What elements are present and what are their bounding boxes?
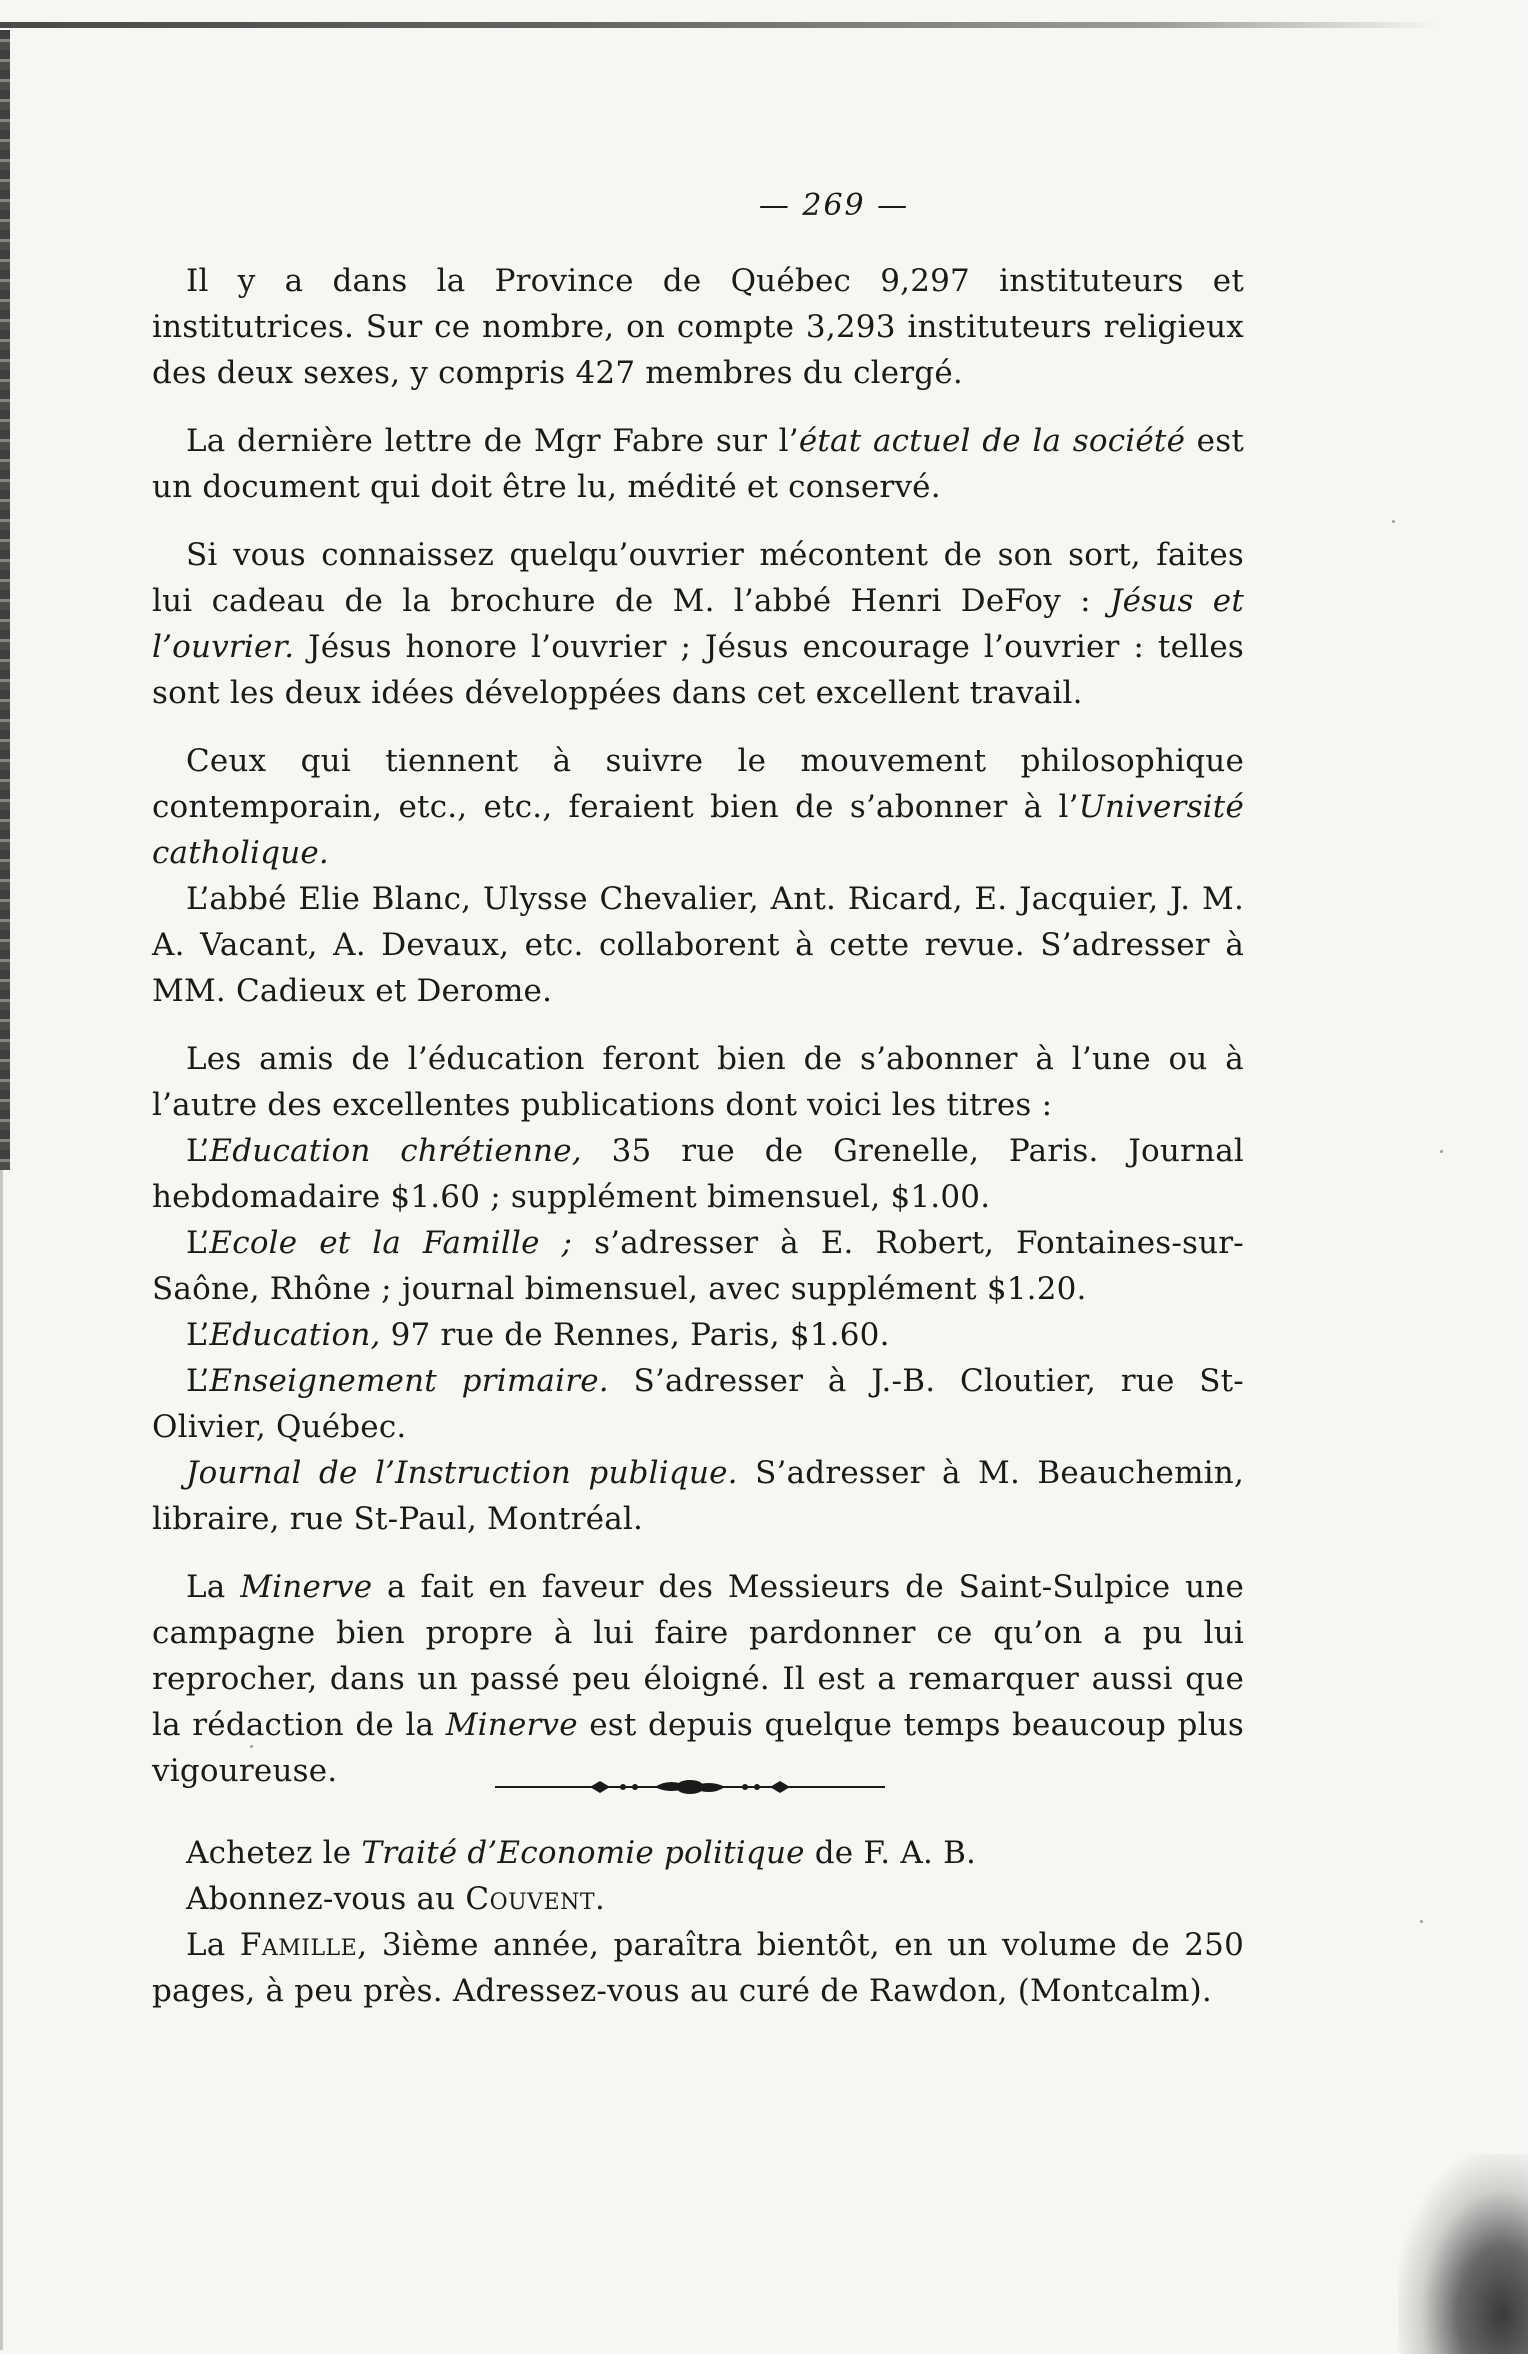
text-segment: s’adresser à E. Robert, Fontaines-sur-Saône, Rhône ; journal bimensuel, avec supplément $1.20. (152, 1225, 1244, 1307)
italic-title: Traité d’Economie politique (361, 1835, 805, 1871)
paragraph-teachers: Il y a dans la Province de Québec 9,297 instituteurs et institutrices. Sur ce nombre, on compte 3,293 instituteurs religieux des deux sexes, y compris 427 membres du clergé. (152, 263, 1244, 391)
italic-title: Jésus et l’ouvrier. (152, 583, 1244, 665)
text-segment: S’adresser à J.-B. Cloutier, rue St-Olivier, Québec. (152, 1363, 1244, 1445)
small-caps-title: Famille, (239, 1927, 368, 1963)
paragraph-defoy (152, 532, 1244, 716)
publication-entry (152, 1358, 1244, 1450)
scan-corner-smudge (1398, 2154, 1528, 2354)
scan-speck (1420, 1920, 1423, 1923)
text-segment: La (186, 1569, 241, 1605)
publication-entry (152, 1220, 1244, 1312)
text-segment: L’ (186, 1317, 210, 1353)
text-segment: est depuis quelque temps beaucoup plus vigoureuse. (152, 1707, 1244, 1789)
body-text (152, 258, 1244, 1794)
italic-title: Enseignement primaire. (209, 1363, 609, 1399)
ornamental-divider (495, 1775, 885, 1799)
text-segment: a fait en faveur des Messieurs de Saint-Sulpice une campagne bien propre à lui faire pardonner ce qu’on a pu lui reprocher, dans un passé peu éloigné. Il est a remarquer aussi que la rédaction de la (152, 1569, 1244, 1743)
paragraph-collaborators: L’abbé Elie Blanc, Ulysse Chevalier, Ant. Ricard, E. Jacquier, J. M. A. Vacant, A. Devaux, etc. collaborent à cette revue. S’adresser à MM. Cadieux et Derome. (152, 881, 1244, 1009)
italic-title: Education chrétienne, (209, 1133, 582, 1169)
text-segment: Jésus honore l’ouvrier ; Jésus encourage l’ouvrier : telles sont les deux idées développées dans cet excellent travail. (152, 629, 1244, 711)
page-number: — 269 — (758, 188, 910, 223)
text-segment: L’ (186, 1363, 210, 1399)
text-segment: Achetez le (186, 1835, 362, 1871)
italic-title: Université catholique. (152, 789, 1244, 871)
text-segment: de F. A. B. (804, 1835, 977, 1871)
scan-speck (1440, 1150, 1443, 1153)
paragraph-publications-intro: Les amis de l’éducation feront bien de s’abonner à l’une ou à l’autre des excellentes publications dont voici les titres : (152, 1041, 1244, 1123)
notices (152, 1830, 1244, 2014)
publication-entry (152, 1128, 1244, 1220)
publication-entry (152, 1450, 1244, 1542)
paragraph-universite (152, 738, 1244, 876)
notice-economie (152, 1830, 1244, 1876)
text-segment: est un document qui doit être lu, médité et conservé. (152, 423, 1244, 505)
text-segment: La dernière lettre de Mgr Fabre sur l’ (186, 423, 799, 459)
italic-title: état actuel de la société (798, 423, 1186, 459)
paragraph-fabre-letter (152, 418, 1244, 510)
publication-entry (152, 1312, 1244, 1358)
italic-title: Minerve (240, 1569, 373, 1605)
italic-title: Minerve (445, 1707, 578, 1743)
text-segment: Ceux qui tiennent à suivre le mouvement philosophique contemporain, etc., etc., feraient bien de s’abonner à l’ (152, 743, 1244, 825)
text-segment: Si vous connaissez quelqu’ouvrier mécontent de son sort, faites lui cadeau de la brochure de M. l’abbé Henri DeFoy : (152, 537, 1244, 619)
scan-top-edge (0, 22, 1440, 28)
notice-famille (152, 1922, 1244, 2014)
small-caps-title: Couvent. (465, 1881, 606, 1917)
text-segment: 97 rue de Rennes, Paris, $1.60. (380, 1317, 890, 1353)
text-segment: S’adresser à M. Beauchemin, libraire, rue St-Paul, Montréal. (152, 1455, 1244, 1537)
scan-left-margin-line (0, 1170, 3, 2350)
text-segment: L’ (186, 1133, 210, 1169)
italic-title: Education, (209, 1317, 381, 1353)
scan-speck (1392, 520, 1395, 523)
text-segment: 35 rue de Grenelle, Paris. Journal hebdomadaire $1.60 ; supplément bimensuel, $1.00. (152, 1133, 1244, 1215)
text-segment: La (186, 1927, 240, 1963)
italic-title: Ecole et la Famille ; (209, 1225, 573, 1261)
paragraph-minerve (152, 1564, 1244, 1794)
notice-couvent (152, 1876, 1244, 1922)
text-segment: L’ (186, 1225, 210, 1261)
text-segment: 3ième année, paraîtra bientôt, en un volume de 250 pages, à peu près. Adressez-vous au curé de Rawdon, (Montcalm). (152, 1927, 1244, 2009)
italic-title: Journal de l’Instruction publique. (186, 1455, 738, 1491)
text-segment: Abonnez-vous au (186, 1881, 466, 1917)
